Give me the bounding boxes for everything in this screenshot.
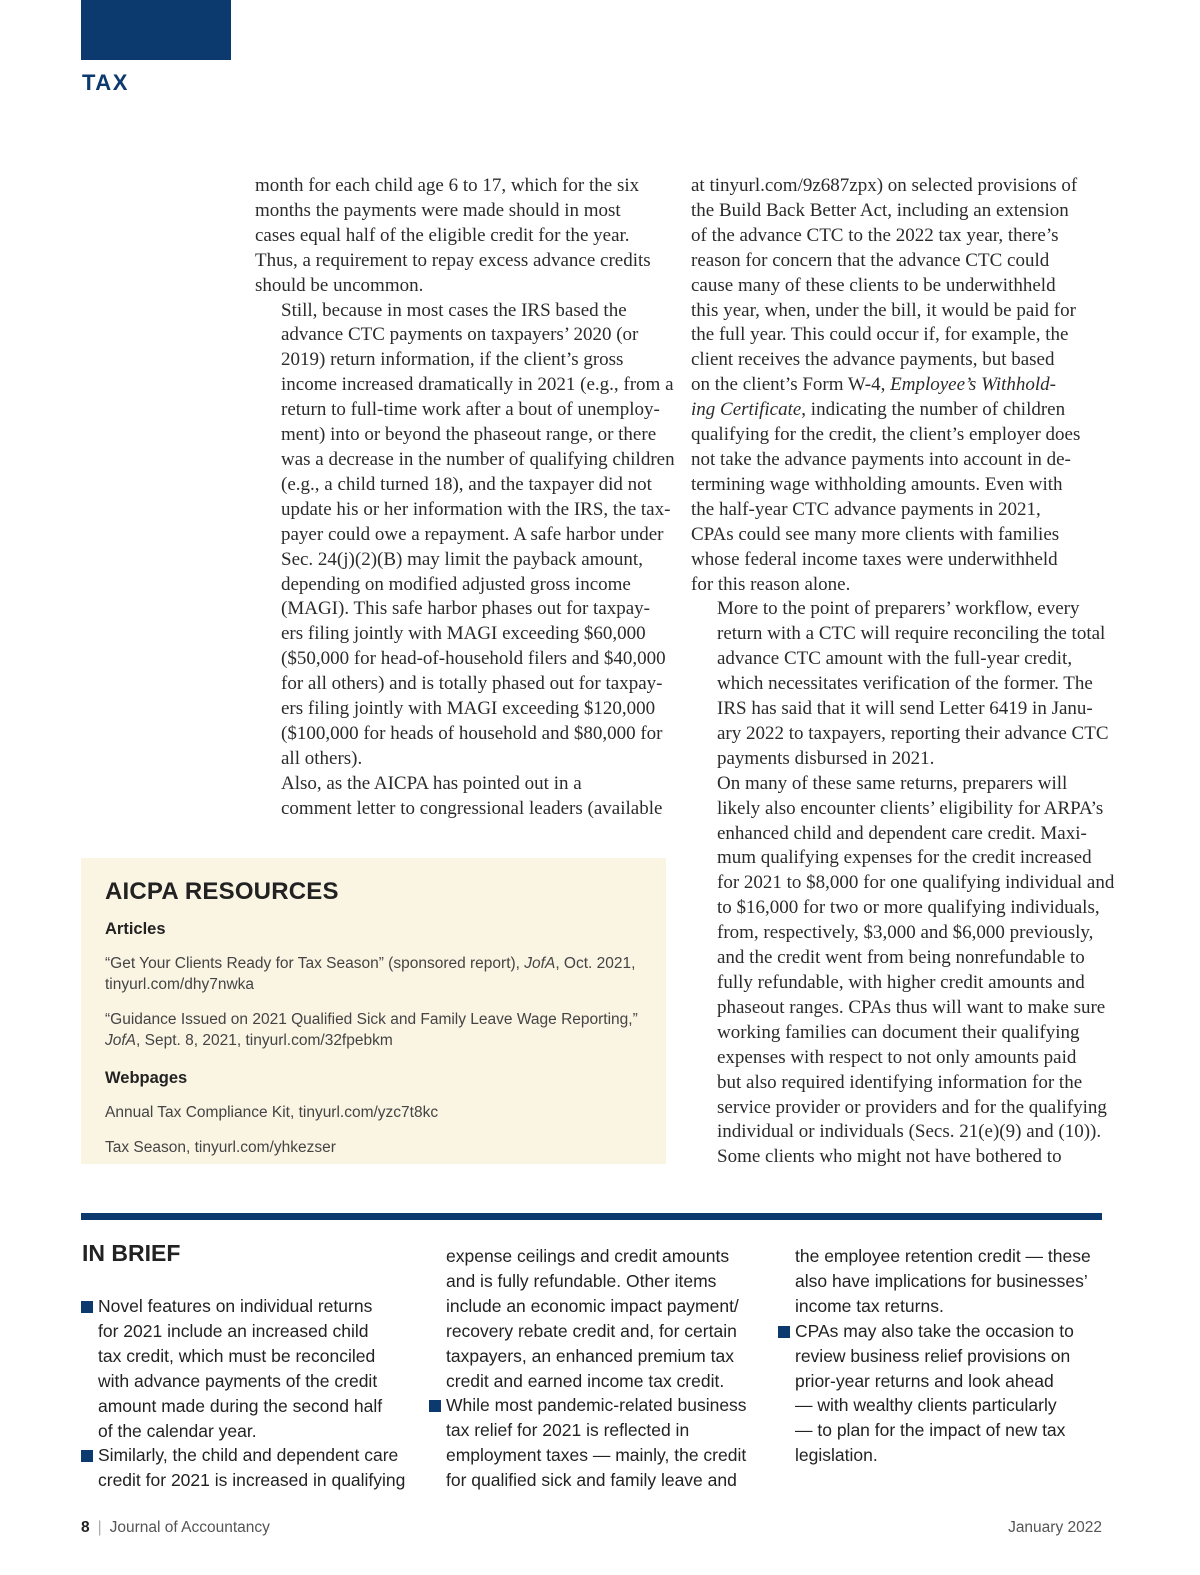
article-line: but also required identifying information for the [717, 1071, 1083, 1093]
square-bullet-icon [429, 1400, 441, 1412]
article-line: More to the point of preparers’ workflow, every [717, 598, 1080, 620]
article-paragraph [255, 772, 675, 822]
article-line: phaseout ranges. CPAs thus will want to make sure [717, 996, 1106, 1018]
in-brief-line: and is fully refundable. Other items [446, 1270, 717, 1291]
article-line: (e.g., a child turned 18), and the taxpayer did not [281, 473, 652, 495]
in-brief-line: of the calendar year. [98, 1420, 257, 1441]
article-column-2 [691, 174, 1116, 1170]
article-line: expenses with respect to not only amounts paid [717, 1046, 1077, 1068]
resource-webpage-2[interactable]: Tax Season, tinyurl.com/yhkezser [105, 1139, 336, 1156]
article-line: ers filing jointly with MAGI exceeding $120,000 [281, 698, 656, 720]
article-line: whose federal income taxes were underwithheld [691, 548, 1058, 570]
in-brief-line: employment taxes — mainly, the credit [446, 1445, 747, 1466]
article-line: service provider or providers and for the qualifying [717, 1096, 1107, 1118]
article-1-date: , Oct. 2021, [555, 955, 636, 972]
in-brief-line: tax credit, which must be reconciled [98, 1345, 376, 1366]
webpages-heading: Webpages [105, 1069, 188, 1087]
article-line: ment) into or beyond the phaseout range, or there [281, 424, 657, 446]
in-brief-line: also have implications for businesses’ [795, 1270, 1088, 1291]
in-brief-line: review business relief provisions on [795, 1345, 1071, 1366]
section-label: TAX [82, 70, 129, 95]
article-1-title: “Get Your Clients Ready for Tax Season” (sponsored report), [105, 955, 525, 972]
article-line: fully refundable, with higher credit amounts and [717, 972, 1085, 993]
article-2-title: “Guidance Issued on 2021 Qualified Sick and Family Leave Wage Reporting,” [105, 1011, 638, 1028]
article-line: this year, when, under the bill, it would be paid for [691, 299, 1076, 321]
page-number: 8 [81, 1519, 90, 1536]
article-paragraph [255, 299, 675, 772]
in-brief-line: — with wealthy clients particularly [795, 1395, 1057, 1416]
article-line: and the credit went from being nonrefundable to [717, 947, 1085, 969]
article-column-1 [255, 174, 675, 822]
in-brief-line: tax relief for 2021 is reflected in [446, 1420, 690, 1441]
article-line: client receives the advance payments, but based [691, 349, 1055, 371]
article-line: ($50,000 for head-of-household filers and $40,000 [281, 648, 666, 670]
article-line: ing Certificate, indicating the number of children [691, 399, 1066, 421]
resource-article-1 [105, 953, 642, 995]
article-paragraph [255, 174, 675, 299]
issue-date: January 2022 [1008, 1519, 1102, 1536]
header-color-block [81, 0, 231, 60]
article-1-publication: JofA [524, 955, 556, 972]
article-line: at tinyurl.com/9z687zpx) on selected provisions of [691, 175, 1078, 196]
in-brief-line: recovery rebate credit and, for certain [446, 1320, 737, 1341]
article-line: payments disbursed in 2021. [717, 747, 935, 769]
in-brief-line: amount made during the second half [98, 1395, 383, 1416]
article-line: qualifying for the credit, the client’s employer does [691, 424, 1081, 446]
article-line: Still, because in most cases the IRS based the [281, 299, 627, 321]
in-brief-bullet-item: CPAs may also take the occasion to [795, 1319, 1091, 1344]
article-line: On many of these same returns, preparers will [717, 772, 1068, 794]
resources-title: AICPA RESOURCES [105, 878, 339, 905]
article-paragraph [691, 772, 1116, 1171]
aicpa-resources-box [81, 858, 666, 1164]
article-line: individual or individuals (Secs. 21(e)(9) and (10)). [717, 1121, 1102, 1143]
article-1-link[interactable]: tinyurl.com/dhy7nwka [105, 976, 255, 993]
article-line: for 2021 to $8,000 for one qualifying individual and [717, 872, 1115, 894]
square-bullet-icon [778, 1326, 790, 1338]
form-title-italic: Employee’s Withhold- [890, 374, 1057, 396]
article-line: Thus, a requirement to repay excess advance credits [255, 249, 651, 271]
article-line: income increased dramatically in 2021 (e.g., from a [281, 374, 674, 396]
article-line: Some clients who might not have bothered to [717, 1146, 1062, 1168]
article-line: working families can document their qualifying [717, 1021, 1080, 1043]
article-line: reason for concern that the advance CTC could [691, 249, 1050, 271]
resource-webpage-1[interactable]: Annual Tax Compliance Kit, tinyurl.com/yzc7t8kc [105, 1104, 439, 1121]
article-line: months the payments were made should in most [255, 199, 621, 221]
in-brief-line: credit for 2021 is increased in qualifying [98, 1470, 406, 1491]
article-line: ers filing jointly with MAGI exceeding $60,000 [281, 623, 646, 645]
article-line: termining wage withholding amounts. Even with [691, 473, 1063, 495]
article-line: not take the advance payments into account in de- [691, 448, 1071, 470]
article-line: ary 2022 to taxpayers, reporting their advance CTC [717, 722, 1109, 744]
article-line: to $16,000 for two or more qualifying individuals, [717, 897, 1100, 919]
in-brief-line: credit and earned income tax credit. [446, 1370, 725, 1391]
publication-name: Journal of Accountancy [109, 1519, 270, 1536]
article-line: Also, as the AICPA has pointed out in a [281, 772, 582, 794]
in-brief-line: taxpayers, an enhanced premium tax [446, 1345, 734, 1366]
in-brief-column-1 [98, 1294, 405, 1493]
article-paragraph [691, 597, 1116, 771]
article-line: from, respectively, $3,000 and $6,000 previously, [717, 922, 1094, 944]
article-line: on the client’s Form W-4, Employee’s Withhold- [691, 374, 1057, 396]
article-line: likely also encounter clients’ eligibility for ARPA’s [717, 797, 1104, 819]
in-brief-line: for qualified sick and family leave and [446, 1470, 737, 1491]
in-brief-column-2 [446, 1244, 747, 1493]
article-line: enhanced child and dependent care credit. Maxi- [717, 822, 1087, 844]
in-brief-line: with advance payments of the credit [98, 1370, 378, 1391]
in-brief-divider [81, 1213, 1102, 1220]
article-line: Sec. 24(j)(2)(B) may limit the payback amount, [281, 548, 643, 570]
article-2-date-link[interactable]: , Sept. 8, 2021, tinyurl.com/32fpebkm [136, 1032, 393, 1049]
square-bullet-icon [81, 1301, 93, 1313]
article-line: payer could owe a repayment. A safe harbor under [281, 523, 664, 545]
article-line: IRS has said that it will send Letter 6419 in Janu- [717, 698, 1093, 720]
footer-separator: | [97, 1519, 102, 1536]
square-bullet-icon [81, 1450, 93, 1462]
in-brief-title: IN BRIEF [82, 1240, 181, 1266]
article-line: advance CTC amount with the full-year credit, [717, 648, 1073, 670]
article-line: the full year. This could occur if, for example, the [691, 324, 1069, 346]
in-brief-line: — to plan for the impact of new tax [795, 1420, 1066, 1441]
article-line: which necessitates verification of the former. The [717, 673, 1093, 695]
article-line: comment letter to congressional leaders (available [281, 797, 663, 819]
article-line: 2019) return information, if the client’s gross [281, 349, 624, 371]
in-brief-line: for 2021 include an increased child [98, 1320, 369, 1341]
article-line: cause many of these clients to be underwithheld [691, 274, 1056, 296]
in-brief-bullet-item: While most pandemic-related business [446, 1393, 747, 1418]
article-line: (MAGI). This safe harbor phases out for taxpay- [281, 598, 650, 620]
in-brief-bullet-item: Novel features on individual returns [98, 1294, 405, 1319]
article-line: the Build Back Better Act, including an extension [691, 199, 1069, 221]
article-line: depending on modified adjusted gross income [281, 573, 631, 595]
article-line: month for each child age 6 to 17, which for the six [255, 175, 640, 196]
in-brief-line: legislation. [795, 1445, 878, 1466]
article-2-publication: JofA [105, 1032, 137, 1049]
article-line: advance CTC payments on taxpayers’ 2020 (or [281, 324, 639, 346]
article-line: ($100,000 for heads of household and $80,000 for [281, 722, 663, 744]
article-line: should be uncommon. [255, 274, 424, 296]
in-brief-column-3 [795, 1244, 1091, 1468]
resource-article-2 [105, 1009, 642, 1051]
article-line: for all others) and is totally phased out for taxpay- [281, 673, 663, 695]
form-title-italic: ing Certificate [691, 399, 802, 421]
in-brief-line: the employee retention credit — these [795, 1246, 1091, 1266]
article-line: was a decrease in the number of qualifying children [281, 448, 675, 470]
article-paragraph [691, 174, 1116, 597]
article-line: the half-year CTC advance payments in 2021, [691, 498, 1041, 520]
footer-left [81, 1519, 270, 1537]
in-brief-line: include an economic impact payment/ [446, 1295, 739, 1316]
article-line: CPAs could see many more clients with families [691, 523, 1060, 545]
in-brief-bullet-item: Similarly, the child and dependent care [98, 1443, 405, 1468]
article-line: return with a CTC will require reconciling the total [717, 623, 1106, 645]
article-line: return to full-time work after a bout of unemploy- [281, 399, 660, 421]
article-line: all others). [281, 747, 363, 769]
articles-heading: Articles [105, 920, 166, 938]
in-brief-line: prior-year returns and look ahead [795, 1370, 1054, 1391]
article-line: of the advance CTC to the 2022 tax year, there’s [691, 224, 1059, 246]
in-brief-line: income tax returns. [795, 1295, 944, 1316]
article-line: for this reason alone. [691, 573, 851, 595]
in-brief-line: expense ceilings and credit amounts [446, 1246, 730, 1266]
article-line: update his or her information with the IRS, the tax- [281, 498, 671, 520]
article-line: cases equal half of the eligible credit for the year. [255, 224, 630, 246]
article-line: mum qualifying expenses for the credit increased [717, 847, 1092, 869]
